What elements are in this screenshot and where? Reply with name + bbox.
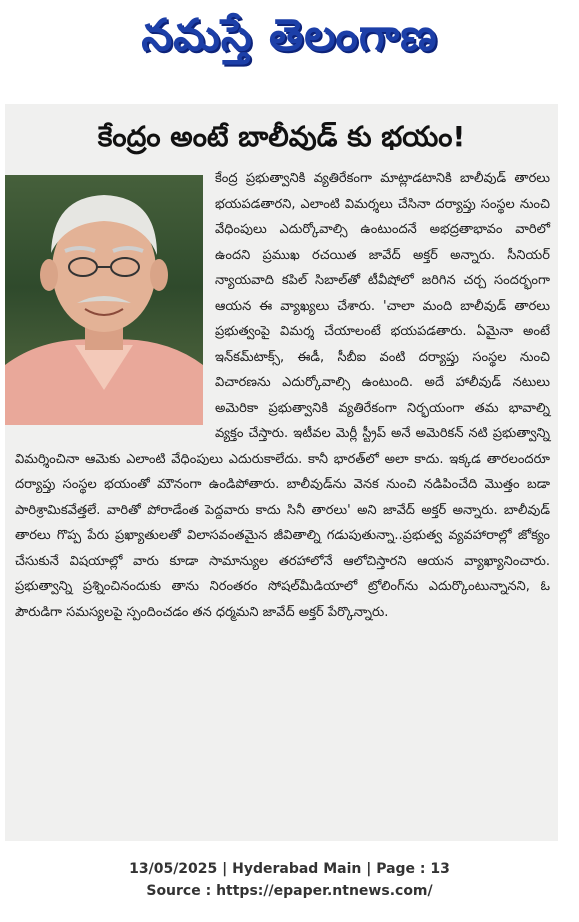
page-footer xyxy=(0,858,579,902)
article-clipping xyxy=(5,104,558,841)
author-photo xyxy=(5,175,203,425)
article-body xyxy=(15,166,550,625)
article-text: కేంద్ర ప్రభుత్వానికి వ్యతిరేకంగా మాట్లాడటానికి బాలీవుడ్ తారలు భయపడతారని, ఎలాంటి విమర్శలు చేసినా దర్యాప్తు సంస్థల నుంచి వేధింపులు ఎదుర్కోవాల్సి ఉంటుందనే అభద్రతాభావం వారిలో ఉందని ప్రముఖ రచయిత జావేద్ అక్తర్ అన్నారు. సీనియర్ న్యాయవాది కపిల్ సిబాల్‌తో టీవీషోలో జరిగిన చర్చ సందర్భంగా ఆయన ఈ వ్యాఖ్యలు చేశారు. 'చాలా మంది బాలీవుడ్ తారలు ప్రభుత్వంపై విమర్శ చేయాలంటే భయపడతారు. ఏమైనా అంటే ఇన్‌కమ్‌టాక్స్, ఈడీ, సీబీఐ వంటి దర్యాప్తు సంస్థల నుంచి విచారణను ఎదుర్కోవాల్సి ఉంటుంది. అదే హాలీవుడ్ నటులు అమెరికా ప్రభుత్వానికి వ్యతిరేకంగా నిర్భయంగా తమ భావాల్ని వ్యక్తం చేస్తారు. ఇటీవల మెర్లీ స్ట్రీప్ అనే అమెరికన్ నటి ప్రభుత్వాన్ని విమర్శించినా ఆమెకు ఎలాంటి వేధింపులు ఎదురుకాలేదు. కానీ భారత్‌లో అలా కాదు. ఇక్కడ తారలందరూ దర్యాప్తు సంస్థల భయంతో మౌనంగా ఉండిపోతారు. బాలీవుడ్‌ను వెనక నుంచి నడిపించేది మొత్తం బడా పారిశ్రామికవేత్తలే. వారితో పోరాడేంత పెద్దవారు కాదు సినీ తారలు' అని జావేద్ అక్తర్ అన్నారు. బాలీవుడ్ తారలు గొప్ప పేరు ప్రఖ్యాతులతో విలాసవంతమైన జీవితాల్ని గడుపుతున్నా..ప్రభుత్వ వ్యవహారాల్లో జోక్యం చేసుకునే విషయాల్లో వారు కూడా సామాన్యుల తరహాలోనే ఆలోచిస్తారని ఆయన వ్యాఖ్యానించారు. ప్రభుత్వాన్ని ప్రశ్నించినందుకు తాను నిరంతరం సోషల్‌మీడియాలో ట్రోలింగ్‌ను ఎదుర్కొంటున్నానని, ఓ పౌరుడిగా సమస్యలపై స్పందించడం తన ధర్మమని జావేద్ అక్తర్ పేర్కొన్నారు. xyxy=(15,171,550,620)
masthead-logo: నమస్తే తెలంగాణ xyxy=(141,10,438,61)
article-headline: కేంద్రం అంటే బాలీవుడ్ కు భయం! xyxy=(97,120,466,153)
edition-info: 13/05/2025 | Hyderabad Main | Page : 13 xyxy=(129,861,450,877)
masthead xyxy=(0,0,579,82)
source-link: Source : https://epaper.ntnews.com/ xyxy=(146,883,433,899)
